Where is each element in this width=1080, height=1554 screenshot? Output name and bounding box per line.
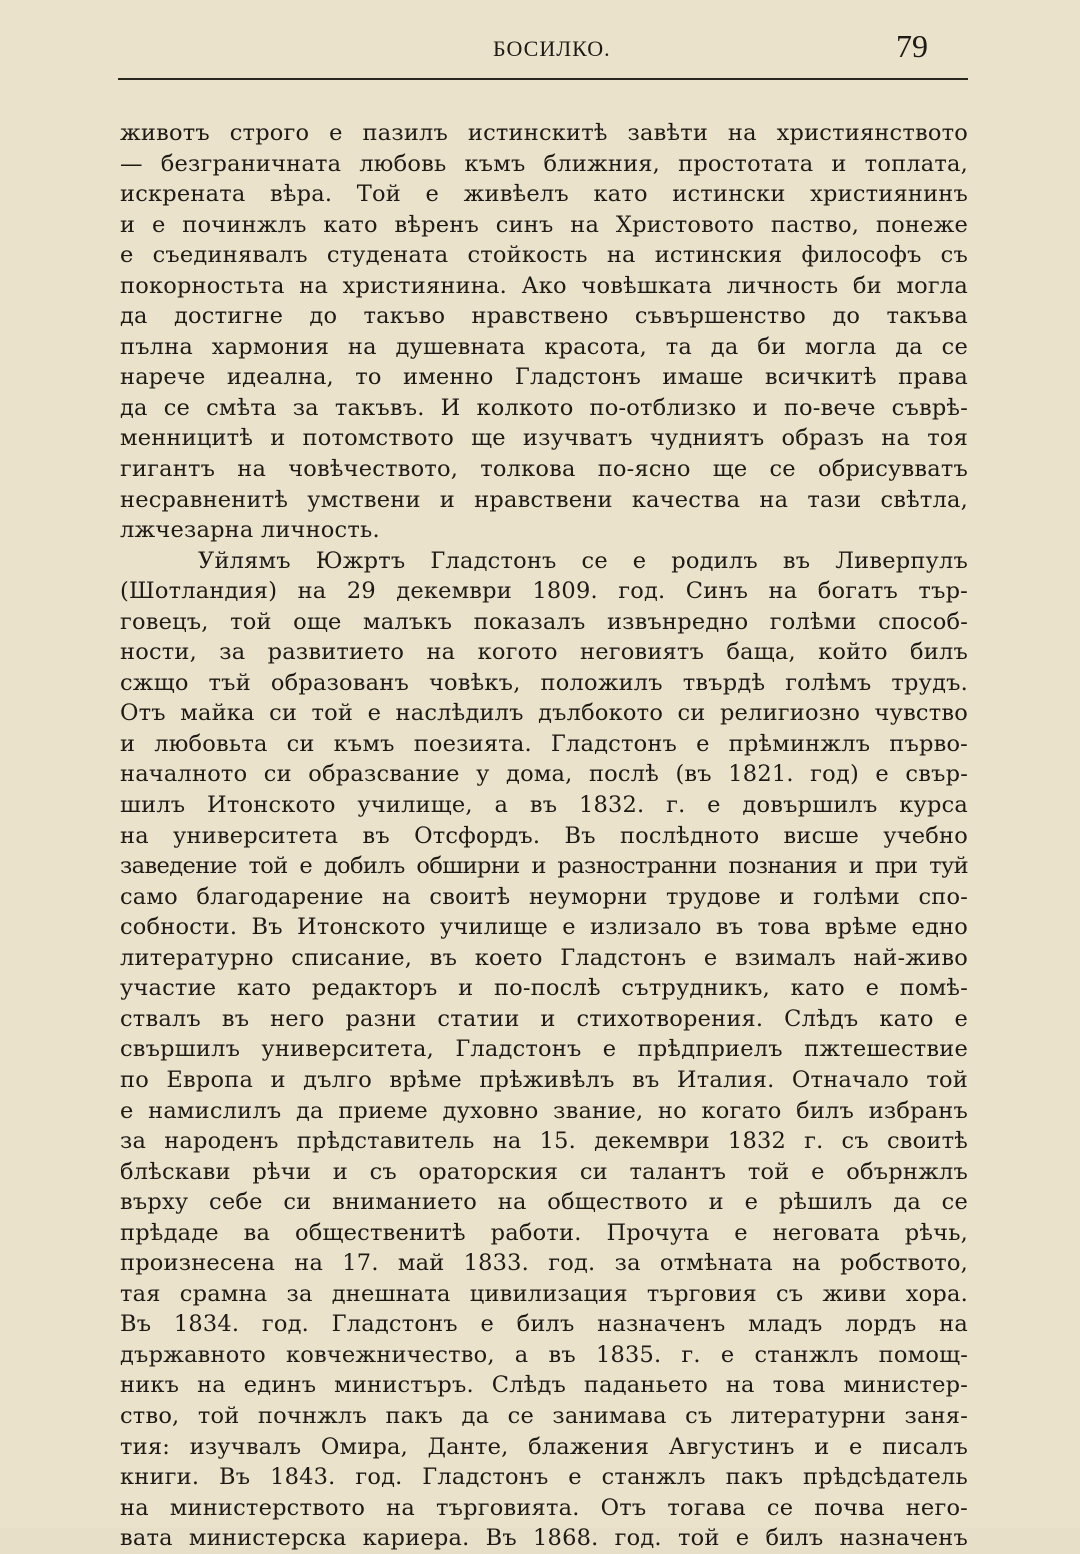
text-line: искрената вѣра. Той е живѣелъ като истински християнинъ — [120, 181, 968, 208]
text-line: държавното ковчежничество, а въ 1835. г. е станжлъ помощ- — [120, 1341, 968, 1368]
text-line: върху себе си вниманието на обществото и е рѣшилъ да се — [120, 1189, 968, 1216]
text-line: произнесена на 17. май 1833. год. за отмѣната на робството, — [120, 1250, 968, 1277]
text-line: книги. Въ 1843. год. Гладстонъ е станжлъ пакъ прѣдсѣдатель — [120, 1464, 968, 1491]
text-line: по Европа и дълго врѣме прѣживѣлъ въ Италия. Отначало той — [120, 1066, 968, 1093]
text-line: пълна хармония на душевната красота, та да би могла да се — [120, 333, 968, 360]
text-line: началното си образсвание у дома, послѣ (въ 1821. год) е свър- — [120, 761, 968, 788]
text-line: Въ 1834. год. Гладстонъ е билъ назначенъ младъ лордъ на — [120, 1311, 968, 1338]
text-line: ствалъ въ него разни статии и стихотворения. Слѣдъ като е — [120, 1005, 968, 1032]
running-header-title: БОСИЛКО. — [493, 36, 611, 61]
text-line: говецъ, той още малъкъ показалъ извънредно голѣми способ- — [120, 608, 968, 635]
text-line: ности, за развитието на когото неговиятъ баща, който билъ — [120, 639, 968, 666]
text-line: литературно списание, въ което Гладстонъ е взималъ най-живо — [120, 944, 968, 971]
text-line: лжчезарна личность. — [120, 517, 380, 544]
text-line: тая срамна за днешната цивилизация търговия съ живи хора. — [120, 1280, 968, 1307]
text-line: Отъ майка си той е наслѣдилъ дълбокото си религиозно чувство — [120, 700, 968, 727]
text-line: и любовьта си къмъ поезията. Гладстонъ е прѣминжлъ първо- — [120, 730, 968, 757]
text-line: животъ строго е пазилъ истинскитѣ завѣти на християнството — [120, 120, 968, 146]
text-line: покорностьта на християнина. Ако човѣшката личность би могла — [120, 272, 968, 299]
text-line: ство, той почнжлъ пакъ да се занимава съ литературни заня- — [120, 1402, 968, 1429]
text-line: е намислилъ да приеме духовно звание, но когато билъ избранъ — [120, 1097, 968, 1124]
text-line: и е починжлъ като вѣренъ синъ на Христовото паство, понеже — [120, 211, 968, 238]
text-line: само благодарение на своитѣ неуморни трудове и голѣми спо- — [120, 883, 968, 910]
text-line: шилъ Итонското училище, а въ 1832. г. е довършилъ курса — [120, 792, 968, 819]
text-line: менницитѣ и потомството ще изучватъ чудниятъ образъ на тоя — [120, 425, 968, 452]
text-line: на университета въ Отсфордъ. Въ послѣдното висше учебно — [120, 822, 968, 849]
text-line: заведение той е добилъ обширни и разностранни познания и при туй — [120, 853, 968, 880]
text-line: да се смѣта за такъвъ. И колкото по-отблизко и по-вече съврѣ- — [120, 394, 968, 421]
body-text — [120, 118, 968, 1554]
text-line: блѣскави рѣчи и съ ораторския си талантъ той е обърнжлъ — [120, 1158, 968, 1185]
text-line: несравненитѣ умствени и нравствени качества на тази свѣтла, — [120, 486, 968, 513]
text-line: (Шотландия) на 29 декември 1809. год. Синъ на богатъ тър- — [120, 578, 968, 605]
header-rule — [118, 78, 968, 80]
text-line: тия: изучвалъ Омира, Данте, блажения Августинъ и е писалъ — [120, 1433, 968, 1460]
text-line: никъ на единъ министъръ. Слѣдъ паданьето на това министер- — [120, 1372, 968, 1399]
text-line: вата министерска кариера. Въ 1868. год. той е билъ назначенъ — [120, 1525, 968, 1552]
text-line: за народенъ прѣдставитель на 15. декември 1832 г. съ своитѣ — [120, 1128, 968, 1155]
text-line: е съединявалъ студената стойкость на истинския философъ съ — [120, 242, 968, 269]
text-line: собности. Въ Итонското училище е излизало въ това врѣме едно — [120, 914, 968, 941]
text-line: нарече идеална, то именно Гладстонъ имаше всичкитѣ права — [120, 364, 968, 391]
text-line: участие като редакторъ и по-послѣ сътрудникъ, като е помѣ- — [120, 975, 968, 1002]
text-line: да достигне до такъво нравствено съвършенство до такъва — [120, 303, 968, 330]
text-line: Уйлямъ Южртъ Гладстонъ се е родилъ въ Ливерпулъ — [198, 547, 968, 574]
text-line: прѣдаде ва общественитѣ работи. Прочута е неговата рѣчь, — [120, 1219, 968, 1246]
text-line: гигантъ на човѣчеството, толкова по-ясно ще се обрисувватъ — [120, 456, 968, 483]
text-line: на министерството на търговията. Отъ тогава се почва него- — [120, 1494, 968, 1521]
text-line: — безграничната любовь къмъ ближния, простотата и топлата, — [120, 150, 968, 177]
text-line: свършилъ университета, Гладстонъ е прѣдприелъ пжтешествие — [120, 1036, 968, 1063]
text-line: сжщо тъй образованъ човѣкъ, положилъ твърдѣ голѣмъ трудъ. — [120, 669, 968, 696]
page-number: 79 — [896, 28, 928, 64]
